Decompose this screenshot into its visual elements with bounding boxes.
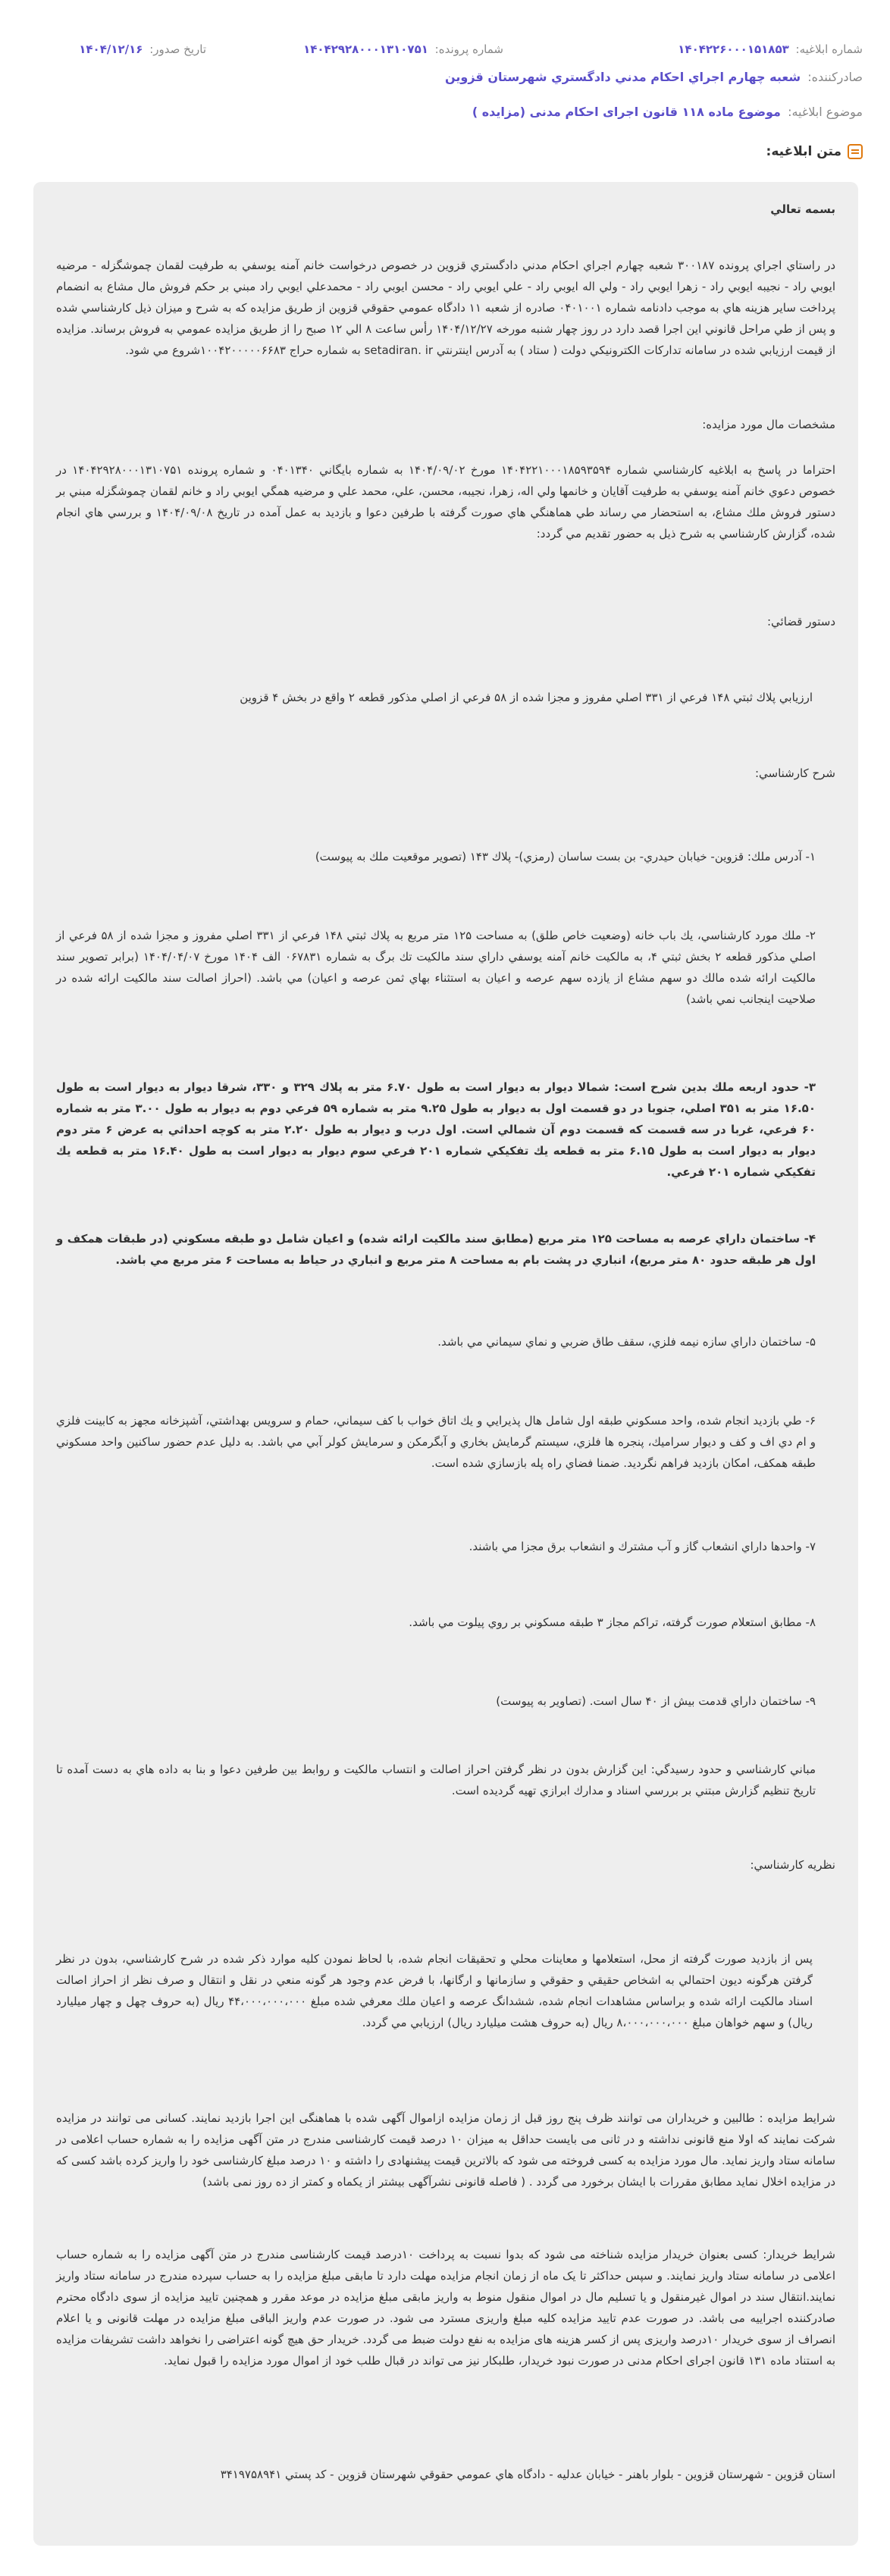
issuer-label: صادرکننده: [807, 70, 863, 84]
judicial-order-heading: دستور قضائي: [766, 615, 835, 628]
item-5 [56, 1331, 816, 1352]
notice-header [0, 0, 890, 159]
issue-date [79, 42, 206, 56]
item-3 [56, 1076, 816, 1183]
subject-label: موضوع ابلاغیه: [788, 105, 863, 119]
item-6-text: طي بازديد انجام شده، واحد مسكوني طبقه اول شامل هال پذيرايي و يك اتاق خواب با كف سيماني، حمام و سرويس بهداشتي، آشپزخانه مجهز به كابينت فلزي و ام دي اف و كف و ديوار سراميك، پنجره ها فلزي، سيستم گرمايش بخاري و آبگرمكن و سرمايش كولر آبي مي باشد. به دليل عدم حضور ساكنين واحد مسكوني طبقه همكف، امكان بازديد فراهم نگرديد. ضمنا فضاي راه پله بازسازي شده است. [56, 1414, 816, 1470]
item-4-text: ساختمان داراي عرصه به مساحت ۱۲۵ متر مربع (مطابق سند مالكيت ارائه شده) و اعيان شامل دو طبقه مسكوني (در طبقات همكف و اول هر طبقه حدود ۸۰ متر مربع)، انباري در پشت بام به مساحت ۸ متر مربع و انباري در حياط به مساحت ۶ متر مربع مي باشد. [56, 1232, 816, 1267]
item-8-number: ۸- [805, 1615, 816, 1629]
item-6-number: ۶- [805, 1414, 816, 1427]
court-address: استان قزوين - شهرستان قزوين - بلوار باهنر - خيابان عدليه - دادگاه هاي عمومي حقوقي شهرستان قزوين - كد پستي ۳۴۱۹۷۵۸۹۴۱ [220, 2468, 835, 2481]
issuer-value[interactable]: شعبه چهارم اجراي احكام مدني دادگستري شهرستان قزوين [444, 70, 801, 84]
opinion-paragraph: پس از بازديد صورت گرفته از محل، استعلامها و معاينات محلي و تحقيقات انجام شده، با لحاظ نمودن كليه موارد ذكر شده در شرح كارشناسي، بدون در نظر گرفتن هرگونه ديون احتمالي به اشخاص حقيقي و حقوقي و سازمانها و ارگانها، با فرض عدم وجود هر گونه منعي در نقل و انتقال و صرف نظر از احراز اصالت اسناد مالكيت ارائه شده و براساس مشاهدات انجام شده، ششدانگ عرصه و اعيان ملك معرفي شده مبلغ ۴۴،۰۰۰،۰۰۰،۰۰۰ ريال (به حروف چهل و چهار ميليارد ريال) و سهم خواهان مبلغ ۸،۰۰۰،۰۰۰،۰۰۰ ريال (به حروف هشت ميليارد ريال) ارزيابي مي گردد. [56, 1952, 813, 2029]
case-number [303, 42, 503, 56]
notice-meta-row [0, 42, 890, 62]
notice-text-title-label: متن ابلاغیه: [766, 144, 841, 159]
case-number-label: شماره پرونده: [434, 42, 503, 56]
item-3-text: حدود اربعه ملك بدين شرح است: شمالا ديوار به ديوار است به طول ۶.۷۰ متر به پلاك ۳۲۹ و ۳۳۰، شرقا ديوار به ديوار است به طول ۱۶.۵۰ متر به ۳۵۱ اصلي، جنوبا در دو قسمت اول به ديوار به طول ۹.۲۵ متر به شماره ۵۹ فرعي دوم به ديوار به طول ۳.۰۰ متر به شماره ۶۰ فرعي، غربا در سه قسمت كه قسمت دوم آن شمالي است. اول درب و ديوار به طول ۲.۲۰ متر به كوچه احداثي به عرض ۶ متر دوم ديوار به ديوار است به طول ۶.۱۵ متر به قطعه يك تفكيكي شماره ۲۰۱ فرعي سوم ديوار به ديوار است به طول ۱۶.۴۰ متر به قطعه يك تفكيكي شماره ۲۰۱ فرعي. [56, 1080, 816, 1179]
item-9-text: ساختمان داراي قدمت بيش از ۴۰ سال است. (تصاوير به پيوست) [496, 1694, 802, 1708]
property-spec-paragraph: احتراما در پاسخ به ابلاغيه كارشناسي شماره ۱۴۰۴۲۲۱۰۰۰۱۸۵۹۳۵۹۴ مورخ ۱۴۰۴/۰۹/۰۲ به شماره بايگاني ۰۴۰۱۳۴۰ و شماره پرونده ۱۴۰۴۲۹۲۸۰۰۰۱۳۱۰۷۵۱ در خصوص دعوي خانم آمنه يوسفي به طرفيت آقايان و خانمها ولي اله، زهرا، نجيبه، محسن، علي، محمد علي و مرضيه همگي ايوبي راد و خانم لقمان چموشگزله مبني بر دستور فروش ملك مشاع، به استحضار مي رساند طي هماهنگي هاي صورت گرفته با طرفين دعوا و بازديد به عمل آمده در تاريخ ۱۴۰۴/۰۹/۰۸ و بررسي هاي انجام شده، گزارش كارشناسي به شرح ذيل به حضور تقديم مي گردد: [56, 463, 835, 541]
property-spec-heading: مشخصات مال مورد مزايده: [702, 418, 835, 431]
item-1-text: آدرس ملك: قزوين- خيابان حيدري- بن بست ساسان (رمزي)- پلاك ۱۴۳ (تصوير موقعيت ملك به پيوست) [315, 850, 802, 863]
notice-body-panel [33, 182, 858, 2546]
item-4 [56, 1228, 816, 1271]
buyer-terms-paragraph: شرایط خریدار: کسی بعنوان خریدار مزایده شناخته می شود که بدوا نسبت به پرداخت ۱۰درصد قیمت کارشناسی مندرج در متن آگهی مزایده را به شماره حساب اعلامی در سامانه ستاد واریز نمایند. و سپس حداکثر تا یک ماه از زمان انجام مزایده مهلت دارد تا مابقی مبلغ مزایده را به حساب سپرده مندرج در سامانه ستاد واریز نمایند.انتقال سند در اموال غیرمنقول و یا تسلیم مال در اموال منقول منوط به واریز مابقی مبلغ مزایده در موعد مقرر و همچنین تایید مزایده از سوی دادگاه محترم صادرکننده اجراییه می باشد. در صورت عدم تایید مزایده کلیه مبلغ واریزی مسترد می شود. در صورت عدم واریز الباقی مبلغ مزایده در مهلت قانونی و یا اعلام انصراف از سوی خریدار ۱۰درصد واریزی پس از کسر هزینه های مزایده به نفع دولت ضبط می گردد. خریدار حق هیچ گونه اعتراضی را نخواهد داشت تشریفات مزایده به استناد ماده ۱۳۱ قانون اجرای احکام مدنی در صورت نبود خریدار، طلبکار نیز می تواند در قبال طلب خود از اموال مورد مزایده را قبول نماید. [56, 2248, 835, 2368]
item-3-number: ۳- [804, 1080, 816, 1094]
expert-desc-heading: شرح كارشناسي: [754, 766, 835, 780]
opinion-heading: نظريه كارشناسي: [750, 1858, 835, 1872]
item-2-number: ۲- [805, 929, 816, 942]
item-5-number: ۵- [805, 1335, 816, 1349]
item-1 [56, 846, 816, 867]
document-icon [848, 144, 863, 159]
notice-number [678, 42, 863, 56]
item-6 [56, 1410, 816, 1474]
issuer-row [445, 70, 863, 84]
issue-date-value: ۱۴۰۴/۱۲/۱۶ [79, 42, 143, 56]
item-7-number: ۷- [805, 1540, 816, 1553]
subject-row [472, 105, 863, 119]
item-9 [56, 1691, 816, 1712]
item-1-number: ۱- [805, 850, 816, 863]
item-4-number: ۴- [804, 1232, 816, 1246]
item-5-text: ساختمان داراي سازه نيمه فلزي، سقف طاق ضربي و نماي سيماني مي باشد. [437, 1335, 802, 1349]
judicial-order-paragraph: ارزيابي پلاك ثبتي ۱۴۸ فرعي از ۳۳۱ اصلي مفروز و مجزا شده از ۵۸ فرعي از اصلي مذكور قطعه ۲ واقع در بخش ۴ قزوين [240, 691, 813, 704]
issue-date-label: تاریخ صدور: [149, 42, 206, 56]
item-7-text: واحدها داراي انشعاب گاز و آب مشترك و انشعاب برق مجزا مي باشند. [469, 1540, 802, 1553]
case-number-value: ۱۴۰۴۲۹۲۸۰۰۰۱۳۱۰۷۵۱ [303, 42, 428, 56]
auction-terms-paragraph: شرایط مزایده : طالبین و خریداران می توانند ظرف پنج روز قبل از زمان مزایده ازاموال آگهی شده با هماهنگی این اجرا بازدید نمایند. کسانی می توانند در مزایده شرکت نمایند که اولا منع قانونی نداشته و در ثانی می بایست حداقل به میزان ۱۰ درصد قیمت کارشناسی مندرج در متن آگهی مزایده را به شماره حساب اعلامی در سامانه ستاد واریز نماید. مال مورد مزایده به کسی فروخته می شود که بالاترین قیمت پیشنهادی را داشته و ۱۰ درصد مبلغ کارشناسی خود را واریز کرده باشد کسی که در مزایده اخلال نماید مطابق مقررات با ایشان برخورد می گردد . ( فاصله قانونی نشرآگهی بیشتر از یکماه و کمتر از ده روز نمی باشد) [56, 2111, 835, 2189]
notice-number-value: ۱۴۰۴۲۲۶۰۰۰۱۵۱۸۵۳ [678, 42, 789, 56]
notice-text-title [766, 144, 863, 159]
item-9-number: ۹- [805, 1694, 816, 1708]
item-7 [56, 1536, 816, 1557]
basis-paragraph: مباني كارشناسي و حدود رسيدگي: اين گزارش بدون در نظر گرفتن احراز اصالت و انتساب مالكيت و روابط بين طرفين دعوا و بنا به داده هاي به دست آمده تا تاريخ تنظيم گزارش مبتني بر بررسي اسناد و مدارك ابرازي تهيه گرديده است. [56, 1763, 816, 1797]
salutation: بسمه تعالي [770, 202, 835, 216]
notice-number-label: شماره ابلاغیه: [795, 42, 863, 56]
intro-paragraph: در راستاي اجراي پرونده ۳۰۰۱۸۷ شعبه چهارم اجراي احكام مدني دادگستري قزوين در خصوص درخواست خانم آمنه يوسفي به طرفيت لقمان چموشگزله - مرضيه ايوبي راد - نجيبه ايوبي راد - زهرا ايوبي راد - ولي اله ايوبي راد - علي ايوبي راد - محسن ايوبي راد - محمدعلي ايوبي راد مبني بر حكم فروش مال مشاع به انضمام پرداخت ساير هزينه هاي به موجب دادنامه شماره ۰۴۰۱۰۰۱ صادره از شعبه ۱۱ دادگاه عمومي حقوقي قزوين از طريق مزايده كه به شرح و ميزان ذيل كارشناسي شده و پس از طي مراحل قانوني اين اجرا قصد دارد در روز چهار شنبه مورخه ۱۴۰۴/۱۲/۲۷ رأس ساعت ۸ الي ۱۲ صبح را از طريق مزايده عمومي به فروش برساند. مزايده از قيمت ارزيابي شده در سامانه تداركات الكترونيكي دولت ( ستاد ) به آدرس اينترنتي setadiran. ir به شماره حراج ۱۰۰۴۲۰۰۰۰۰۶۶۸۳شروع مي شود. [56, 259, 836, 357]
item-8-text: مطابق استعلام صورت گرفته، تراكم مجاز ۳ طبقه مسكوني بر روي پيلوت مي باشد. [409, 1615, 802, 1629]
item-8 [56, 1612, 816, 1633]
subject-value: موضوع ماده ۱۱۸ قانون اجرای احکام مدنی (مزایده ) [472, 105, 781, 119]
item-2 [56, 925, 816, 1010]
item-2-text: ملك مورد كارشناسي، يك باب خانه (وضعيت خاص طلق) به مساحت ۱۲۵ متر مربع به پلاك ثبتي ۱۴۸ فرعي از ۳۳۱ اصلي مفروز و مجزا شده از ۵۸ فرعي از اصلي مذكور قطعه ۲ بخش ثبتي ۴، به مالكيت خانم آمنه يوسفي داراي سند مالكيت تك برگ به شماره ۰۶۷۸۳۱ الف ۱۴۰۴ مورخ ۱۴۰۴/۰۴/۰۷ (برابر تصوير سند مالكيت ارائه شده مالك دو سهم مشاع از يازده سهم عرصه و اعيان به استثناء بهاي ثمن عرصه و اعيان) مي باشد. (احراز اصالت سند مالكيت ارائه شده در صلاحيت اينجانب نمي باشد) [56, 929, 816, 1006]
